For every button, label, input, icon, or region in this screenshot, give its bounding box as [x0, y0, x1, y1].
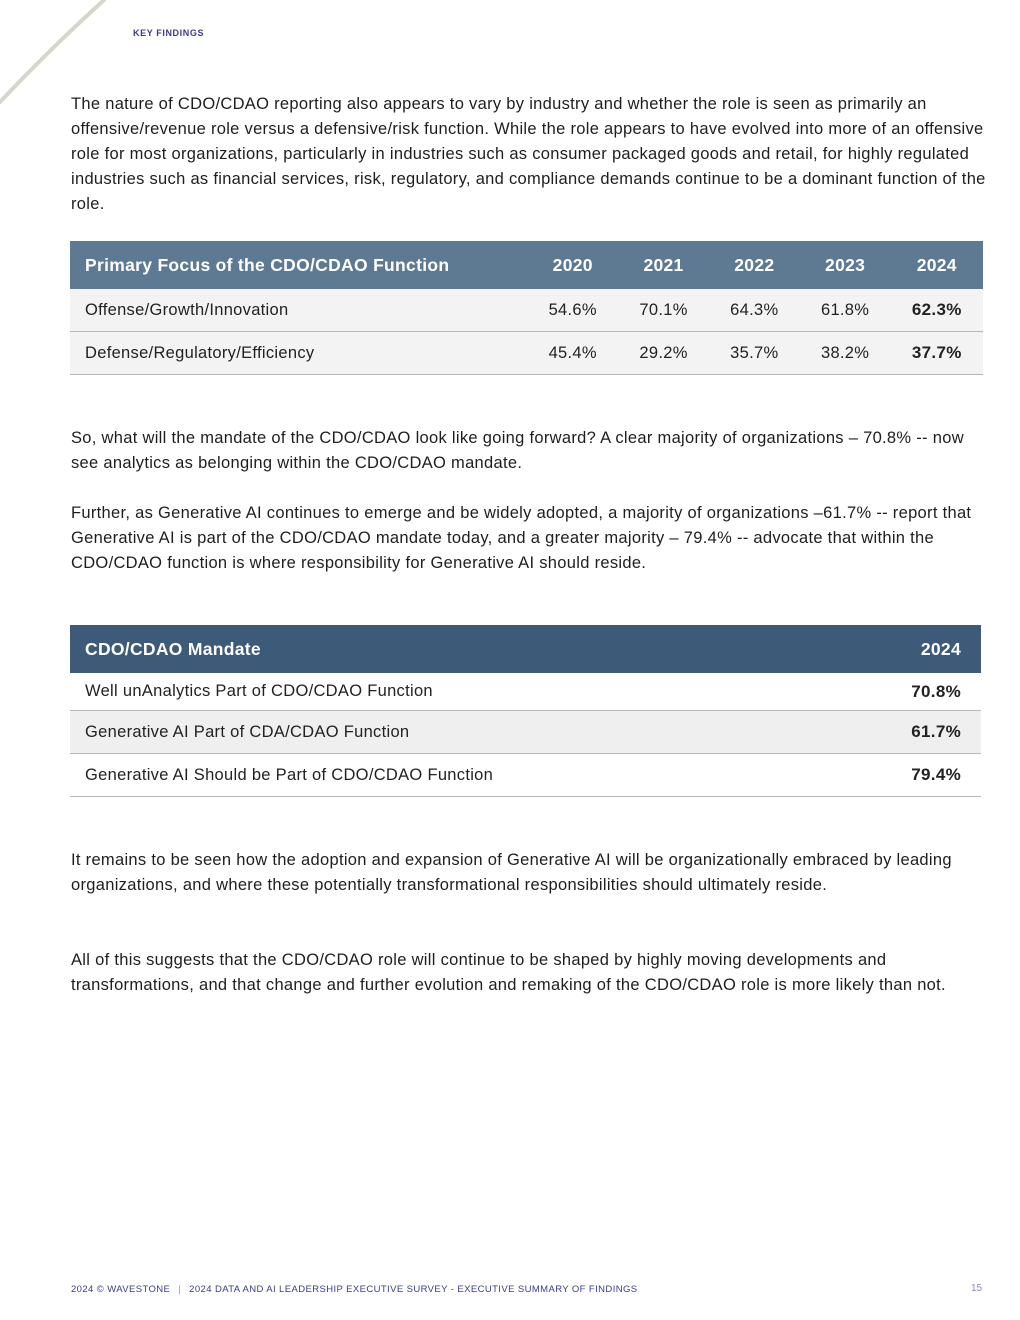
table-header-row: [70, 625, 981, 673]
intro-paragraph: The nature of CDO/CDAO reporting also appears to vary by industry and whether the role is seen as primarily an offensive/revenue role versus a defensive/risk function. While the role appears to have evolved into more of an offensive role for most organizations, particularly in industries such as consumer packaged goods and retail, for highly regulated industries such as financial services, risk, regulatory, and compliance demands continue to be a dominant function of the role.: [71, 95, 986, 213]
table-cell: 38.2%: [800, 332, 891, 375]
section-label: KEY FINDINGS: [133, 28, 205, 38]
mandate-paragraph: So, what will the mandate of the CDO/CDAO look like going forward? A clear majority of organizations – 70.8% -- now see analytics as belonging within the CDO/CDAO mandate.: [71, 429, 964, 472]
table-cell-highlight: 37.7%: [891, 332, 983, 375]
table-cell-highlight: 79.4%: [833, 754, 981, 797]
footer: [71, 1284, 638, 1295]
table-cell: 64.3%: [709, 289, 800, 332]
footer-copyright: 2024 © WAVESTONE: [71, 1284, 171, 1295]
row-label: Offense/Growth/Innovation: [70, 289, 527, 332]
table-header-cell: 2021: [618, 241, 709, 289]
table-cell: 35.7%: [709, 332, 800, 375]
mandate-table: [70, 625, 981, 797]
generative-ai-paragraph: Further, as Generative AI continues to emerge and be widely adopted, a majority of organizations –61.7% -- report that Generative AI is part of the CDO/CDAO mandate today, and a greater majority – 79.4% -- advocate that within the CDO/CDAO function is where responsibility for Generative AI should reside.: [71, 504, 972, 572]
table-cell: 70.1%: [618, 289, 709, 332]
table-header-cell: 2023: [800, 241, 891, 289]
table-row: [70, 289, 983, 332]
page-number: 15: [971, 1283, 983, 1294]
conclusion-paragraph: All of this suggests that the CDO/CDAO role will continue to be shaped by highly moving developments and transformations, and that change and further evolution and remaking of the CDO/CDAO role is more likely than not.: [71, 951, 946, 994]
table-header-cell: 2024: [833, 625, 981, 673]
row-label: Well unAnalytics Part of CDO/CDAO Function: [70, 673, 833, 711]
table-header-row: [70, 241, 983, 289]
table-header-cell: CDO/CDAO Mandate: [70, 625, 833, 673]
footer-separator: |: [178, 1284, 182, 1295]
table-cell: 29.2%: [618, 332, 709, 375]
table-cell-highlight: 70.8%: [833, 673, 981, 711]
row-label: Defense/Regulatory/Efficiency: [70, 332, 527, 375]
footer-title: 2024 DATA AND AI LEADERSHIP EXECUTIVE SURVEY - EXECUTIVE SUMMARY OF FINDINGS: [189, 1284, 638, 1295]
table-cell: 54.6%: [527, 289, 618, 332]
table-cell-highlight: 62.3%: [891, 289, 983, 332]
adoption-paragraph: It remains to be seen how the adoption and expansion of Generative AI will be organizationally embraced by leading organizations, and where these potentially transformational responsibilities should ultimately reside.: [71, 851, 952, 894]
table-header-cell: 2022: [709, 241, 800, 289]
table-row: [70, 711, 981, 754]
table-header-cell: 2024: [891, 241, 983, 289]
table-cell: 61.8%: [800, 289, 891, 332]
table-header-cell: 2020: [527, 241, 618, 289]
focus-table: [70, 241, 983, 375]
table-row: [70, 332, 983, 375]
row-label: Generative AI Should be Part of CDO/CDAO Function: [70, 754, 833, 797]
table-row: [70, 754, 981, 797]
table-row: [70, 673, 981, 711]
table-cell: 45.4%: [527, 332, 618, 375]
table-cell-highlight: 61.7%: [833, 711, 981, 754]
table-header-cell: Primary Focus of the CDO/CDAO Function: [70, 241, 527, 289]
row-label: Generative AI Part of CDA/CDAO Function: [70, 711, 833, 754]
